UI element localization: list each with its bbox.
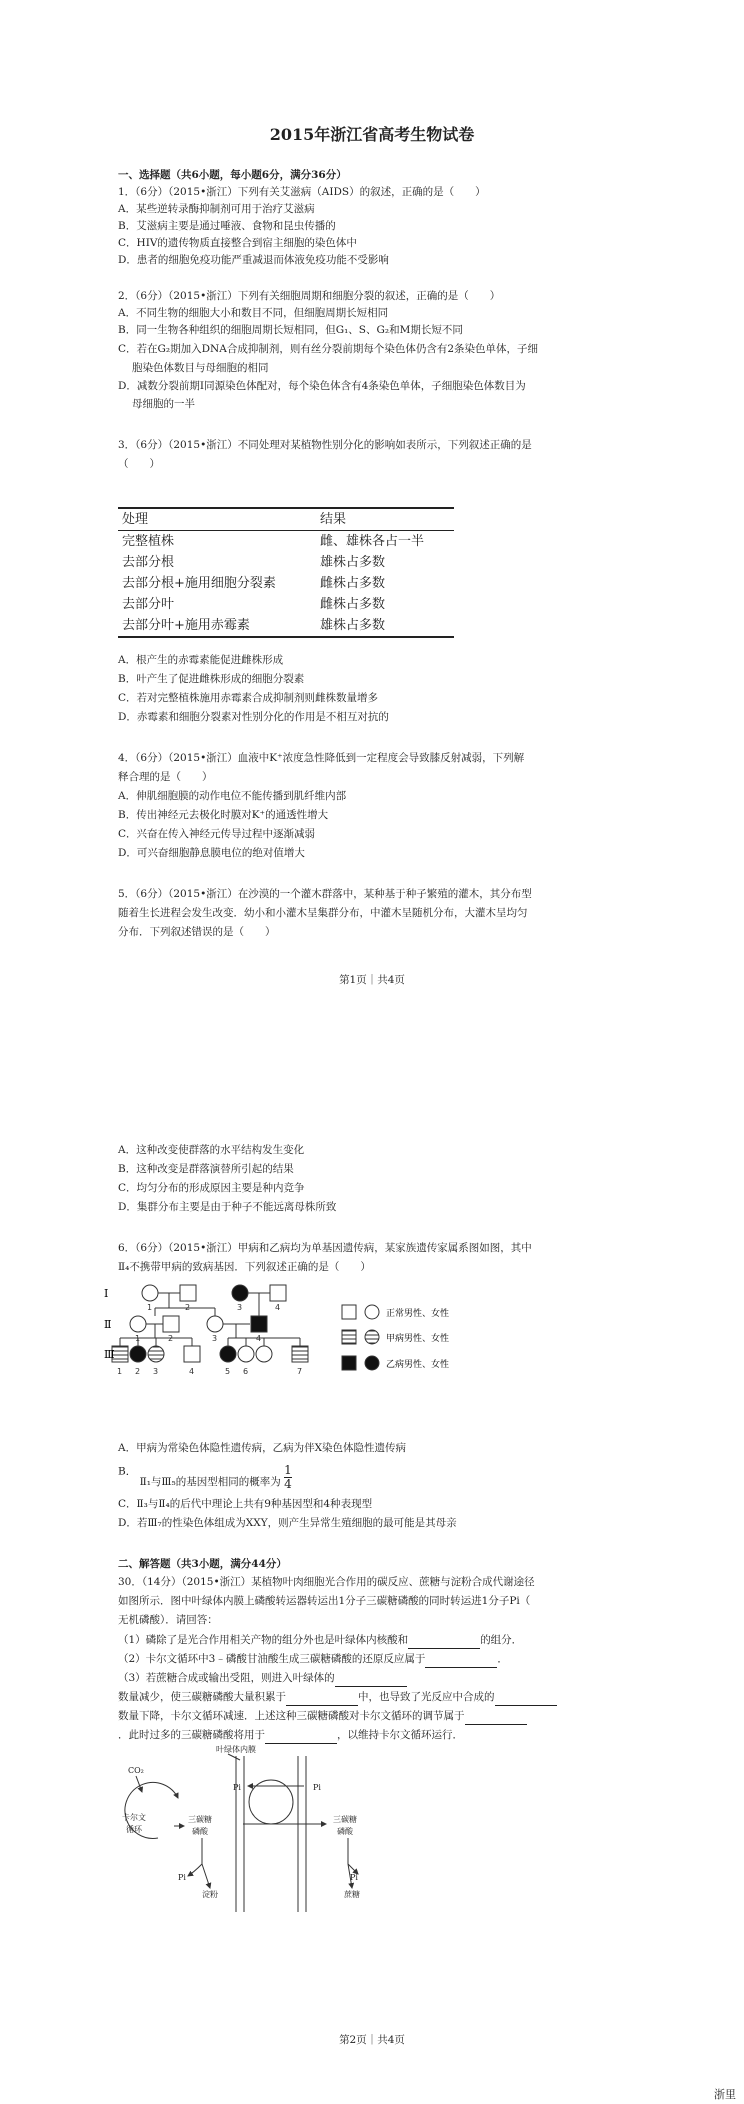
calvin-label-1: 卡尔文 (122, 1813, 146, 1822)
q5-option-b: B．这种改变是群落演替所引起的结果 (118, 1163, 294, 1175)
q4-option-b: B．传出神经元去极化时膜对K⁺的通透性增大 (118, 809, 329, 821)
q30-sub3-line4-tail: ，以维持卡尔文循环运行． (337, 1729, 463, 1741)
q1-stem: 1．（6分）（2015•浙江）下列有关艾滋病（AIDS）的叙述，正确的是（ ） (118, 186, 486, 198)
tp-left-1: 三碳糖 (188, 1815, 212, 1824)
table-cell: 雄株占多数 (320, 555, 386, 570)
q4-option-d: D．可兴奋细胞静息膜电位的绝对值增大 (118, 847, 305, 859)
pedigree-III5 (220, 1346, 236, 1362)
q3-option-d: D．赤霉素和细胞分裂素对性别分化的作用是不相互对抗的 (118, 711, 389, 723)
q5-stem-line2: 随着生长进程会发生改变．幼小和小灌木呈集群分布，中灌木呈随机分布，大灌木呈均匀 (118, 907, 528, 919)
tp-right-1: 三碳糖 (333, 1815, 357, 1824)
q30-sub3-line2-text: 数量减少，使三碳糖磷酸大量积累于 (118, 1691, 286, 1703)
ped-num: 3 (153, 1367, 159, 1376)
pi-label-bottom-right: Pi (350, 1873, 358, 1882)
table-cell: 雌、雄株各占一半 (320, 534, 425, 549)
membrane-label: 叶绿体内膜 (216, 1745, 256, 1754)
q4-option-c: C．兴奋在传入神经元传导过程中逐渐减弱 (118, 828, 316, 840)
q2-option-a: A．不同生物的细胞大小和数目不同，但细胞周期长短相同 (118, 307, 389, 319)
q3-option-a: A．根产生的赤霉素能促进雌株形成 (118, 654, 284, 666)
pi-label-bottom-left: Pi (178, 1873, 186, 1882)
table-cell: 雌株占多数 (320, 576, 386, 591)
ped-num: 4 (275, 1303, 281, 1312)
table-cell: 完整植株 (122, 534, 175, 549)
answer-blank[interactable] (495, 1688, 557, 1706)
q30-stem-line3: 无机磷酸）．请回答： (118, 1614, 218, 1626)
chloroplast-diagram (118, 1742, 458, 1922)
legend-normal: 正常男性、女性 (386, 1309, 450, 1319)
starch-label: 淀粉 (202, 1890, 218, 1899)
q30-sub2 (118, 1650, 643, 1668)
fraction-denominator: 4 (284, 1477, 292, 1491)
table-header-cell: 结果 (316, 508, 454, 531)
pedigree-III2 (130, 1346, 146, 1362)
pedigree-III7 (292, 1346, 308, 1362)
table-row (118, 594, 454, 615)
table-cell: 雌株占多数 (320, 597, 386, 612)
ped-num: 2 (185, 1303, 191, 1312)
q1-option-b: B．艾滋病主要是通过唾液、食物和昆虫传播的 (118, 220, 336, 232)
ped-num: 2 (168, 1334, 174, 1343)
co2-label: CO₂ (128, 1766, 144, 1775)
section-choice-heading: 一、选择题（共6小题，每小题6分，满分36分） (118, 169, 347, 181)
q5-stem-line1: 5．（6分）（2015•浙江）在沙漠的一个灌木群落中，某种基于种子繁殖的灌木，其分布型 (118, 888, 532, 900)
gen-label: Ⅲ (104, 1348, 115, 1361)
section-answer-heading: 二、解答题（共3小题，满分44分） (118, 1558, 287, 1570)
ped-num: 1 (135, 1334, 141, 1343)
ped-num: 1 (147, 1303, 153, 1312)
ped-num: 1 (117, 1367, 123, 1376)
q30-sub1-text: （1）磷除了是光合作用相关产物的组分外也是叶绿体内核酸和 (118, 1634, 409, 1646)
q4-stem-line2: 释合理的是（ ） (118, 771, 213, 783)
q30-sub3-text: （3）若蔗糖合成或输出受阻，则进入叶绿体的 (118, 1672, 335, 1684)
table-cell: 去部分根 (122, 555, 175, 570)
pi-label-right: Pi (313, 1783, 321, 1792)
q30-stem-line2: 如图所示．图中叶绿体内膜上磷酸转运器转运出1分子三碳糖磷酸的同时转运进1分子Pi（ (118, 1595, 531, 1607)
answer-blank[interactable] (286, 1688, 358, 1706)
pedigree-I2 (180, 1285, 196, 1301)
ped-num: 4 (256, 1334, 262, 1343)
ped-num: 5 (225, 1367, 231, 1376)
q5-option-d: D．集群分布主要是由于种子不能远离母株所致 (118, 1201, 337, 1213)
answer-blank[interactable] (408, 1631, 480, 1649)
q6-option-c: C．Ⅱ₃与Ⅱ₄的后代中理论上共有9种基因型和4种表现型 (118, 1498, 373, 1510)
pedigree-II1 (130, 1316, 146, 1332)
pedigree-diagram (104, 1278, 530, 1436)
q6-option-b (118, 1458, 638, 1491)
table-header-cell: 处理 (118, 508, 316, 531)
q3-stem-line1: 3．（6分）（2015•浙江）不同处理对某植物性别分化的影响如表所示，下列叙述正确的是 (118, 439, 532, 451)
q30-sub3-line2 (118, 1688, 643, 1706)
ped-num: 2 (135, 1367, 141, 1376)
q6-option-b-text: Ⅱ₁与Ⅲ₅的基因型相同的概率为 (139, 1475, 281, 1488)
gen-label: Ⅱ (104, 1318, 112, 1331)
legend-disease-b: 乙病男性、女性 (386, 1360, 450, 1370)
q6-option-d: D．若Ⅲ₇的性染色体组成为XXY，则产生异常生殖细胞的最可能是其母亲 (118, 1517, 457, 1529)
q4-option-a: A．伸肌细胞膜的动作电位不能传播到肌纤维内部 (118, 790, 347, 802)
q5-option-a: A．这种改变使群落的水平结构发生变化 (118, 1144, 305, 1156)
q2-option-c-line2: 胞染色体数目与母细胞的相同 (132, 362, 269, 374)
pedigree-I3 (232, 1285, 248, 1301)
pedigree-I4 (270, 1285, 286, 1301)
q2-option-d-line1: D．减数分裂前期Ⅰ同源染色体配对，每个染色体含有4条染色单体，子细胞染色体数目为 (118, 380, 526, 392)
q30-sub3-line3-text: 数量下降，卡尔文循环减速．上述这种三碳糖磷酸对卡尔文循环的调节属于 (118, 1710, 465, 1722)
tp-right-2: 磷酸 (337, 1827, 353, 1836)
q30-sub1-tail: 的组分． (480, 1634, 523, 1646)
q5-stem-line3: 分布．下列叙述错误的是（ ） (118, 926, 276, 938)
table-header-row (118, 508, 454, 531)
table-cell: 去部分叶+施用赤霉素 (118, 615, 316, 637)
q30-sub3-line2-mid: 中，也导致了光反应中合成的 (358, 1691, 495, 1703)
q6-option-b-fraction (284, 1464, 292, 1491)
q6-option-a: A．甲病为常染色体隐性遗传病，乙病为伴X染色体隐性遗传病 (118, 1442, 407, 1454)
legend-disease-a: 甲病男性、女性 (386, 1334, 450, 1344)
sucrose-label: 蔗糖 (344, 1890, 360, 1899)
table-cell: 去部分叶 (122, 597, 175, 612)
q30-sub3-line3 (118, 1707, 643, 1725)
page-title: 2015年浙江省高考生物试卷 (269, 125, 475, 144)
q6-stem-line1: 6．（6分）（2015•浙江）甲病和乙病均为单基因遗传病，某家族遗传家属系图如图，其中 (118, 1242, 532, 1254)
q3-option-c: C．若对完整植株施用赤霉素合成抑制剂则雌株数量增多 (118, 692, 379, 704)
pi-label-left: Pi (233, 1783, 241, 1792)
table-row (118, 573, 454, 594)
q30-sub1 (118, 1631, 643, 1649)
table-row (118, 615, 454, 637)
q30-sub2-text: （2）卡尔文循环中3﹣磷酸甘油酸生成三碳糖磷酸的还原反应属于 (118, 1653, 426, 1665)
q2-option-d-line2: 母细胞的一半 (132, 398, 195, 410)
q2-stem: 2．（6分）（2015•浙江）下列有关细胞周期和细胞分裂的叙述，正确的是（ ） (118, 290, 501, 302)
q30-stem-line1: 30．（14分）（2015•浙江）某植物叶肉细胞光合作用的碳反应、蔗糖与淀粉合成代谢途径 (118, 1576, 535, 1588)
pedigree-III6 (256, 1346, 272, 1362)
table-cell: 去部分根+施用细胞分裂素 (122, 576, 276, 591)
pedigree-III6b (238, 1346, 254, 1362)
q1-option-c: C．HIV的遗传物质直接整合到宿主细胞的染色体中 (118, 237, 357, 249)
tp-left-2: 磷酸 (192, 1827, 208, 1836)
q30-sub3 (118, 1669, 643, 1687)
q2-option-c-line1: C．若在G₂期加入DNA合成抑制剂，则有丝分裂前期每个染色体仍含有2条染色单体，子细 (118, 343, 538, 355)
calvin-label-2: 循环 (126, 1825, 142, 1834)
pedigree-II4 (251, 1316, 267, 1332)
page-footer-1: 第1页｜共4页 (339, 974, 405, 986)
ped-num: 3 (212, 1334, 218, 1343)
q1-option-d: D．患者的细胞免疫功能严重减退而体液免疫功能不受影响 (118, 254, 389, 266)
corner-mark: 浙里 (714, 2088, 736, 2101)
answer-blank[interactable] (335, 1669, 407, 1687)
q6-option-b-prefix: B． (118, 1465, 137, 1478)
gen-label: Ⅰ (104, 1287, 109, 1300)
q4-stem-line1: 4．（6分）（2015•浙江）血液中K⁺浓度急性降低到一定程度会导致膝反射减弱，下列解 (118, 752, 525, 764)
ped-num: 3 (237, 1303, 243, 1312)
pedigree-III3 (148, 1346, 164, 1362)
fraction-numerator: 1 (284, 1463, 292, 1477)
pedigree-II2 (163, 1316, 179, 1332)
pedigree-II3 (207, 1316, 223, 1332)
q2-option-b: B．同一生物各种组织的细胞周期长短相同，但G₁、S、G₂和M期长短不同 (118, 324, 463, 336)
ped-num: 4 (189, 1367, 195, 1376)
ped-num: 7 (297, 1367, 303, 1376)
table-cell: 雄株占多数 (316, 615, 454, 637)
page-footer-2: 第2页｜共4页 (339, 2034, 405, 2046)
table-row (118, 552, 454, 573)
q3-option-b: B．叶产生了促进雌株形成的细胞分裂素 (118, 673, 305, 685)
q1-option-a: A．某些逆转录酶抑制剂可用于治疗艾滋病 (118, 203, 315, 215)
q6-stem-line2: Ⅱ₄不携带甲病的致病基因．下列叙述正确的是（ ） (118, 1261, 371, 1273)
answer-blank[interactable] (425, 1650, 497, 1668)
q30-sub3-line4-text: ．此时过多的三碳糖磷酸将用于 (118, 1729, 265, 1741)
pedigree-III4 (184, 1346, 200, 1362)
q30-sub2-tail: ． (497, 1653, 508, 1665)
q3-table (118, 507, 454, 638)
pedigree-I1 (142, 1285, 158, 1301)
q5-option-c: C．均匀分布的形成原因主要是种内竞争 (118, 1182, 305, 1194)
answer-blank[interactable] (465, 1707, 527, 1725)
q3-stem-line2: （ ） (118, 458, 160, 470)
ped-num: 6 (243, 1367, 249, 1376)
table-row (118, 531, 454, 553)
